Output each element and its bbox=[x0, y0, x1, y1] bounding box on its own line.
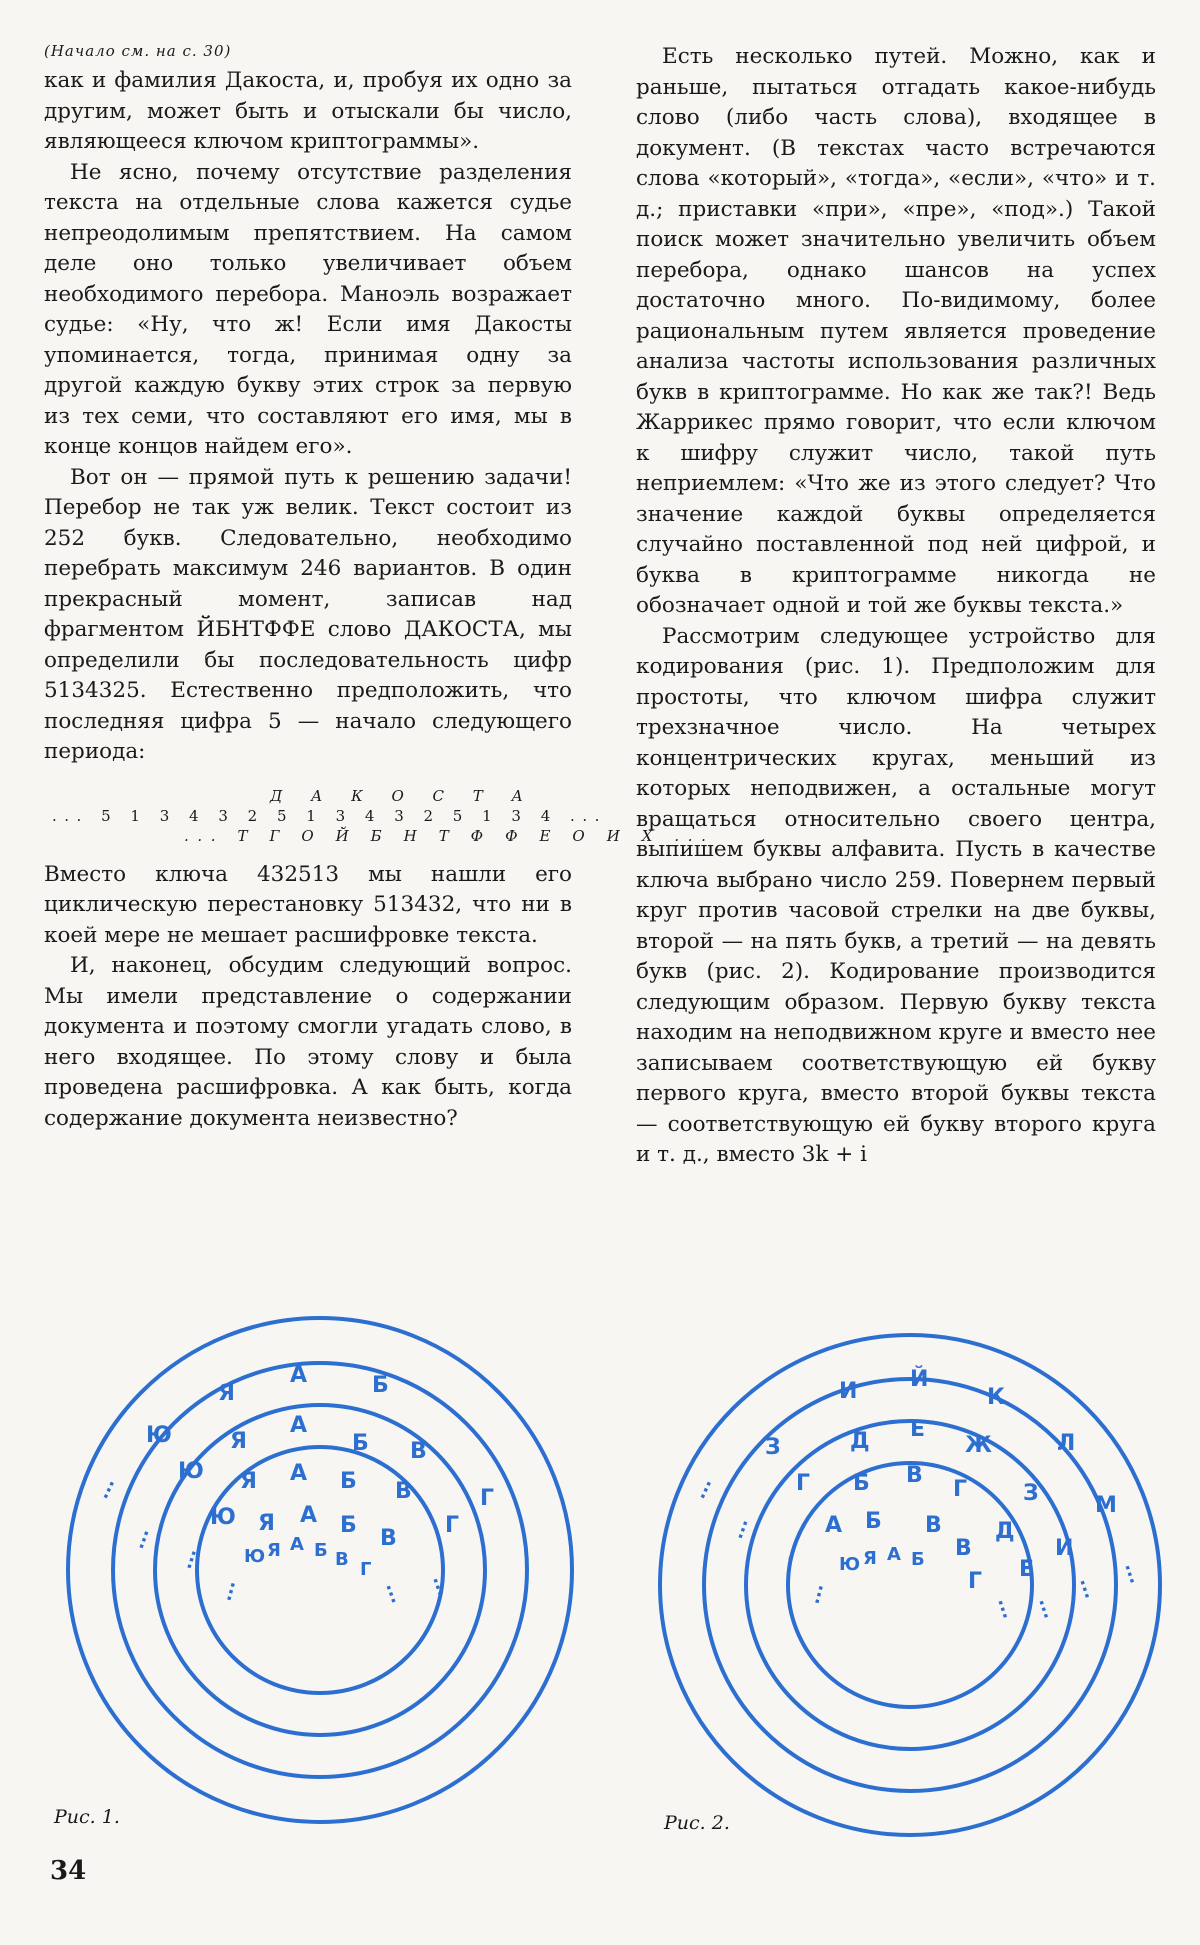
fig1-letter: Я bbox=[230, 1429, 247, 1454]
fig1-ring-3 bbox=[155, 1405, 485, 1735]
figure-2-caption: Рис. 2. bbox=[664, 1812, 730, 1834]
fig1-letter: Я bbox=[240, 1469, 257, 1494]
fig2-letter: Б bbox=[865, 1509, 882, 1534]
fig2-letter: К bbox=[987, 1385, 1005, 1410]
figure-1-concentric-circles bbox=[40, 1300, 600, 1840]
figure-1-caption: Рис. 1. bbox=[54, 1806, 120, 1828]
fig2-letter: Е bbox=[1019, 1557, 1035, 1582]
fig1-letter: Г bbox=[360, 1559, 372, 1580]
fig2-letter: Л bbox=[1057, 1431, 1076, 1456]
fig1-letter: Г bbox=[445, 1513, 460, 1538]
sequence-keyword: Д А К О С Т А bbox=[270, 786, 535, 805]
fig2-letter: А bbox=[887, 1544, 901, 1565]
fig1-letter: Я bbox=[258, 1511, 275, 1536]
fig2-letter: Ю bbox=[839, 1554, 861, 1575]
fig1-ellipsis: ... bbox=[214, 1578, 241, 1604]
sequence-digits: ... 5 1 3 4 3 2 5 1 3 4 3 2 5 1 3 4 ... bbox=[52, 806, 607, 825]
fig1-letter: Ю bbox=[244, 1546, 266, 1567]
fig2-letter: В bbox=[906, 1463, 923, 1488]
fig1-ellipsis: ... bbox=[174, 1545, 202, 1572]
fig2-ellipsis: ... bbox=[802, 1581, 829, 1607]
paragraph-left-4: Вместо ключа 432513 мы нашли его циклическую перестановку 513432, что ни в коей мере не мешает расшифровке текста. bbox=[44, 861, 572, 948]
fig1-letter: Ю bbox=[210, 1505, 236, 1530]
sequence-ciphertext: ... Т Г О Й Б Н Т Ф Ф Е О И Х ... bbox=[184, 826, 715, 845]
fig2-letter: И bbox=[839, 1379, 858, 1404]
fig1-letter: В bbox=[380, 1526, 397, 1551]
fig2-letter: И bbox=[1055, 1536, 1074, 1561]
fig1-letter: А bbox=[290, 1363, 308, 1388]
fig2-letter: Г bbox=[953, 1477, 968, 1502]
fig1-letter: Г bbox=[480, 1486, 495, 1511]
fig1-letter: Я bbox=[267, 1540, 281, 1561]
fig2-ellipsis: ... bbox=[1075, 1575, 1102, 1602]
fig2-ellipsis: ... bbox=[1120, 1560, 1147, 1587]
fig2-letter: Д bbox=[850, 1429, 870, 1454]
paragraph-left-1: как и фамилия Дакоста, и, пробуя их одно за другим, может быть и отыскали бы число, являющееся ключом криптограммы». bbox=[44, 68, 572, 154]
fig1-ellipsis: ... bbox=[381, 1579, 409, 1606]
paragraph-left-5: И, наконец, обсудим следующий вопрос. Мы имели представление о содержании документа и поэтому смогли угадать слово, в него входящее. По этому слову и была проведена расшифровка. А как быть, когда содержание документа неизвестно? bbox=[44, 953, 572, 1131]
fig1-letter: Ю bbox=[178, 1459, 204, 1484]
paragraph-right-2: Рассмотрим следующее устройство для кодирования (рис. 1). Предположим для простоты, что ключом шифра служит трехзначное число. На четырех концентрических кругах, меньший из которых неподвижен, а остальные могут вращаться относительно своего центра, выпишем буквы алфавита. Пусть в качестве ключа выбрано число 259. Повернем первый круг против часовой стрелки на две буквы, второй — на пять букв, а третий — на девять букв (рис. 2). Кодирование производится следующим образом. Первую букву текста находим на неподвижном круге и вместо нее записываем соответствующую ей букву первого круга, вместо второй буквы текста — соответствующую ей букву второго круга и т. д., вместо 3k + i bbox=[636, 623, 1156, 1167]
fig1-letter: Б bbox=[352, 1431, 369, 1456]
fig2-letter: Д bbox=[995, 1519, 1015, 1544]
fig1-letter: В bbox=[395, 1479, 412, 1504]
fig2-ellipsis: ... bbox=[775, 1537, 803, 1564]
fig1-ellipsis: ... bbox=[428, 1573, 455, 1600]
fig1-letter: Б bbox=[340, 1513, 357, 1538]
fig2-letter: Б bbox=[911, 1549, 925, 1570]
fig1-letter: В bbox=[410, 1439, 427, 1464]
fig1-letter: Б bbox=[372, 1373, 389, 1398]
fig2-letter: А bbox=[825, 1513, 843, 1538]
fig2-ellipsis: ... bbox=[725, 1515, 753, 1542]
fig1-ellipsis: ... bbox=[126, 1525, 154, 1552]
page-number: 34 bbox=[50, 1856, 87, 1886]
fig2-letter: Ж bbox=[965, 1433, 992, 1458]
fig2-letter: Г bbox=[968, 1569, 983, 1594]
fig2-letter: В bbox=[925, 1513, 942, 1538]
fig2-ring-inner bbox=[788, 1463, 1035, 1707]
fig1-letter: Ю bbox=[146, 1423, 172, 1448]
fig2-letter: Г bbox=[796, 1471, 811, 1496]
fig1-letter: Я bbox=[218, 1381, 235, 1406]
paragraph-left-2: Не ясно, почему отсутствие разделения текста на отдельные слова кажется судье непреодолимым препятствием. На самом деле оно только увеличивает объем необходимого перебора. Маноэль возражает судье: «Ну, что ж! Если имя Дакосты упоминается, тогда, принимая одну за другой каждую букву этих строк за первую из тех семи, что составляют его имя, мы в конце концов найдем его». bbox=[44, 159, 572, 459]
fig2-letter: Я bbox=[863, 1548, 877, 1569]
fig1-letter: Б bbox=[340, 1469, 357, 1494]
fig2-letter: Е bbox=[910, 1417, 926, 1442]
fig2-ellipsis: ... bbox=[993, 1595, 1020, 1622]
fig2-letter: М bbox=[1095, 1493, 1117, 1518]
fig1-letter: Б bbox=[314, 1540, 328, 1561]
paragraph-right-1: Есть несколько путей. Можно, как и раньше, пытаться отгадать какое-нибудь слово (либо часть слова), входящее в документ. (В текстах часто встречаются слова «который», «тогда», «если», «что» и т. д.; приставки «при», «пре», «под».) Такой поиск может значительно увеличить объем перебора, однако шансов на успех достаточно много. По-видимому, более рациональным путем является проведение анализа частоты использования различных букв в криптограмме. Но как же так?! Ведь Жаррикес прямо говорит, что если ключом к шифру служит число, такой путь неприемлем: «Что же из этого следует? Что значение каждой буквы определяется случайно поставленной под ней цифрой, и буква в криптограмме никогда не обозначает одной и той же буквы текста.» bbox=[636, 44, 1156, 618]
cipher-sequence bbox=[44, 786, 715, 846]
fig2-letter: Б bbox=[853, 1471, 870, 1496]
fig2-letter: З bbox=[1023, 1481, 1039, 1506]
left-column bbox=[44, 42, 715, 1134]
fig2-letter: З bbox=[765, 1435, 781, 1460]
fig2-ellipsis: ... bbox=[1034, 1595, 1061, 1622]
fig1-ellipsis: ... bbox=[91, 1474, 120, 1503]
right-column bbox=[636, 42, 1156, 1171]
fig1-letter: В bbox=[335, 1549, 349, 1570]
fig2-letter: Й bbox=[910, 1367, 929, 1392]
figure-2-rotated-circles bbox=[625, 1300, 1185, 1840]
fig1-letter: А bbox=[290, 1461, 308, 1486]
fig1-ring-2 bbox=[113, 1363, 527, 1777]
fig2-letter: В bbox=[955, 1536, 972, 1561]
paragraph-left-3: Вот он — прямой путь к решению задачи! Перебор не так уж велик. Текст состоит из 252 букв. Следовательно, необходимо перебрать максимум 246 вариантов. В один прекрасный момент, записав над фрагментом ЙБНТФФЕ слово ДАКОСТА, мы определили бы последовательность цифр 5134325. Естественно предположить, что последняя цифра 5 — начало следующего периода: bbox=[44, 464, 572, 764]
fig2-ellipsis: ... bbox=[688, 1474, 717, 1503]
continuation-note: (Начало см. на с. 30) bbox=[44, 42, 232, 60]
fig1-ring-outer bbox=[68, 1318, 572, 1822]
fig1-letter: А bbox=[300, 1503, 318, 1528]
fig1-letter: А bbox=[290, 1534, 304, 1555]
fig1-letter: А bbox=[290, 1413, 308, 1438]
